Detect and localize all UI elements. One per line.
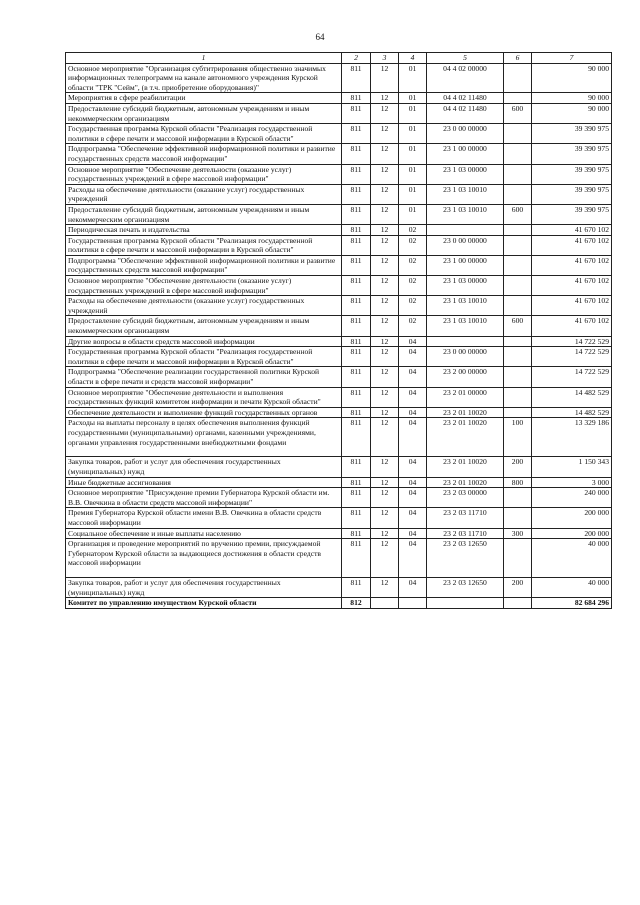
subsection-code-cell: 04: [399, 488, 427, 508]
table-row: [66, 336, 612, 347]
ministry-code-cell: 811: [342, 457, 371, 477]
amount-cell: 200 000: [532, 528, 612, 539]
expense-type-cell: [504, 225, 532, 236]
target-article-cell: 23 1 03 00000: [427, 164, 504, 184]
section-code-cell: 12: [371, 539, 399, 578]
table-row: [66, 488, 612, 508]
target-article-cell: 23 1 03 10010: [427, 204, 504, 224]
table-row: [66, 144, 612, 164]
amount-cell: 90 000: [532, 103, 612, 123]
amount-cell: 41 670 102: [532, 316, 612, 336]
ministry-code-cell: 811: [342, 336, 371, 347]
target-article-cell: 23 0 00 00000: [427, 124, 504, 144]
expense-type-cell: [504, 387, 532, 407]
amount-cell: 40 000: [532, 539, 612, 578]
table-row: [66, 296, 612, 316]
table-row: [66, 93, 612, 104]
target-article-cell: 23 2 01 10020: [427, 418, 504, 457]
amount-cell: 90 000: [532, 63, 612, 93]
row-name-cell: Комитет по управлению имуществом Курской области: [66, 598, 342, 609]
ministry-code-cell: 811: [342, 144, 371, 164]
row-name-cell: Подпрограмма "Обеспечение эффективной информационной политики и развитие государственных средств массовой информации": [66, 144, 342, 164]
column-header: 3: [371, 53, 399, 64]
row-name-cell: Обеспечение деятельности и выполнение функций государственных органов: [66, 407, 342, 418]
subsection-code-cell: 01: [399, 164, 427, 184]
table-row: [66, 255, 612, 275]
subsection-code-cell: 04: [399, 528, 427, 539]
expense-type-cell: 100: [504, 418, 532, 457]
amount-cell: 41 670 102: [532, 235, 612, 255]
section-code-cell: 12: [371, 578, 399, 598]
expense-type-cell: 600: [504, 316, 532, 336]
target-article-cell: 23 1 03 10010: [427, 296, 504, 316]
subsection-code-cell: 04: [399, 418, 427, 457]
section-code-cell: 12: [371, 418, 399, 457]
table-row: [66, 598, 612, 609]
column-header: 4: [399, 53, 427, 64]
table-row: [66, 63, 612, 93]
section-code-cell: [371, 598, 399, 609]
ministry-code-cell: 811: [342, 508, 371, 528]
row-name-cell: Организация и проведение мероприятий по вручению премии, присуждаемой Губернатором Курской области за выдающиеся достижения в области средств массовой информации: [66, 539, 342, 578]
target-article-cell: 23 2 01 00000: [427, 387, 504, 407]
expense-type-cell: [504, 488, 532, 508]
expense-type-cell: [504, 144, 532, 164]
row-name-cell: Предоставление субсидий бюджетным, автономным учреждениям и иным некоммерческим организациям: [66, 204, 342, 224]
amount-cell: 14 722 529: [532, 367, 612, 387]
row-name-cell: Государственная программа Курской области "Реализация государственной политики в сфере печати и массовой информации в Курской области": [66, 235, 342, 255]
table-row: [66, 508, 612, 528]
target-article-cell: 23 2 03 12650: [427, 578, 504, 598]
subsection-code-cell: 01: [399, 124, 427, 144]
ministry-code-cell: 811: [342, 296, 371, 316]
subsection-code-cell: 01: [399, 204, 427, 224]
row-name-cell: Основное мероприятие "Обеспечение деятельности и выполнения государственных функций комитетом информации и печати Курской области": [66, 387, 342, 407]
subsection-code-cell: 01: [399, 93, 427, 104]
table-row: [66, 225, 612, 236]
section-code-cell: 12: [371, 164, 399, 184]
section-code-cell: 12: [371, 477, 399, 488]
section-code-cell: 12: [371, 225, 399, 236]
target-article-cell: 23 2 03 11710: [427, 528, 504, 539]
table-row: [66, 539, 612, 578]
column-header: 6: [504, 53, 532, 64]
row-name-cell: Расходы на выплаты персоналу в целях обеспечения выполнения функций государственными (муниципальными) органами, казенными учреждениями, органами управления государственными внебюджетными фондами: [66, 418, 342, 457]
subsection-code-cell: 01: [399, 184, 427, 204]
amount-cell: 40 000: [532, 578, 612, 598]
subsection-code-cell: 02: [399, 316, 427, 336]
row-name-cell: Премия Губернатора Курской области имени В.В. Овечкина в области средств массовой информации: [66, 508, 342, 528]
row-name-cell: Иные бюджетные ассигнования: [66, 477, 342, 488]
table-row: [66, 184, 612, 204]
row-name-cell: Подпрограмма "Обеспечение эффективной информационной политики и развитие государственных средств массовой информации": [66, 255, 342, 275]
section-code-cell: 12: [371, 457, 399, 477]
amount-cell: 41 670 102: [532, 255, 612, 275]
amount-cell: 39 390 975: [532, 204, 612, 224]
expense-type-cell: [504, 63, 532, 93]
expense-type-cell: [504, 93, 532, 104]
section-code-cell: 12: [371, 387, 399, 407]
ministry-code-cell: 811: [342, 276, 371, 296]
amount-cell: 14 722 529: [532, 336, 612, 347]
table-row: [66, 235, 612, 255]
table-row: [66, 457, 612, 477]
target-article-cell: [427, 336, 504, 347]
subsection-code-cell: 04: [399, 508, 427, 528]
subsection-code-cell: 02: [399, 225, 427, 236]
ministry-code-cell: 811: [342, 184, 371, 204]
table-row: [66, 316, 612, 336]
target-article-cell: 23 0 00 00000: [427, 347, 504, 367]
ministry-code-cell: 811: [342, 347, 371, 367]
section-code-cell: 12: [371, 296, 399, 316]
budget-table: [65, 52, 612, 609]
subsection-code-cell: 02: [399, 255, 427, 275]
amount-cell: 39 390 975: [532, 164, 612, 184]
subsection-code-cell: 02: [399, 276, 427, 296]
column-header: 1: [66, 53, 342, 64]
subsection-code-cell: [399, 598, 427, 609]
subsection-code-cell: 04: [399, 347, 427, 367]
expense-type-cell: 600: [504, 204, 532, 224]
row-name-cell: Расходы на обеспечение деятельности (оказание услуг) государственных учреждений: [66, 296, 342, 316]
target-article-cell: 04 4 02 00000: [427, 63, 504, 93]
column-header: 5: [427, 53, 504, 64]
table-row: [66, 103, 612, 123]
row-name-cell: Основное мероприятие "Организация субтитрирования общественно значимых информационных телепрограмм на канале автономного учреждения Курской области "ТРК "Сейм", (в т.ч. приобретение оборудования)": [66, 63, 342, 93]
row-name-cell: Основное мероприятие "Присуждение премии Губернатора Курской области им. В.В. Овечкина в области средств массовой информации": [66, 488, 342, 508]
amount-cell: 3 000: [532, 477, 612, 488]
expense-type-cell: [504, 124, 532, 144]
amount-cell: 240 000: [532, 488, 612, 508]
table-row: [66, 164, 612, 184]
section-code-cell: 12: [371, 93, 399, 104]
row-name-cell: Предоставление субсидий бюджетным, автономным учреждениям и иным некоммерческим организациям: [66, 103, 342, 123]
page-number: 64: [315, 32, 325, 42]
target-article-cell: 23 2 03 11710: [427, 508, 504, 528]
section-code-cell: 12: [371, 235, 399, 255]
target-article-cell: 23 1 03 10010: [427, 184, 504, 204]
expense-type-cell: [504, 407, 532, 418]
row-name-cell: Закупка товаров, работ и услуг для обеспечения государственных (муниципальных) нужд: [66, 457, 342, 477]
table-row: [66, 578, 612, 598]
target-article-cell: [427, 225, 504, 236]
ministry-code-cell: 811: [342, 488, 371, 508]
ministry-code-cell: 811: [342, 418, 371, 457]
ministry-code-cell: 811: [342, 367, 371, 387]
subsection-code-cell: 04: [399, 457, 427, 477]
expense-type-cell: 200: [504, 457, 532, 477]
section-code-cell: 12: [371, 347, 399, 367]
section-code-cell: 12: [371, 528, 399, 539]
subsection-code-cell: 04: [399, 336, 427, 347]
column-header: 2: [342, 53, 371, 64]
ministry-code-cell: 811: [342, 387, 371, 407]
header-row: [66, 53, 612, 64]
amount-cell: 39 390 975: [532, 144, 612, 164]
target-article-cell: 23 2 01 10020: [427, 477, 504, 488]
target-article-cell: 23 2 00 00000: [427, 367, 504, 387]
section-code-cell: 12: [371, 144, 399, 164]
target-article-cell: 23 1 03 00000: [427, 276, 504, 296]
expense-type-cell: [504, 367, 532, 387]
ministry-code-cell: 811: [342, 235, 371, 255]
expense-type-cell: [504, 296, 532, 316]
expense-type-cell: 600: [504, 103, 532, 123]
target-article-cell: 23 2 01 10020: [427, 457, 504, 477]
ministry-code-cell: 811: [342, 255, 371, 275]
target-article-cell: [427, 598, 504, 609]
table-row: [66, 387, 612, 407]
amount-cell: 14 482 529: [532, 387, 612, 407]
subsection-code-cell: 04: [399, 367, 427, 387]
expense-type-cell: 300: [504, 528, 532, 539]
table-row: [66, 367, 612, 387]
target-article-cell: 23 2 01 10020: [427, 407, 504, 418]
target-article-cell: 23 1 00 00000: [427, 255, 504, 275]
subsection-code-cell: 01: [399, 103, 427, 123]
row-name-cell: Закупка товаров, работ и услуг для обеспечения государственных (муниципальных) нужд: [66, 578, 342, 598]
amount-cell: 41 670 102: [532, 225, 612, 236]
section-code-cell: 12: [371, 488, 399, 508]
ministry-code-cell: 811: [342, 578, 371, 598]
ministry-code-cell: 811: [342, 124, 371, 144]
amount-cell: 90 000: [532, 93, 612, 104]
section-code-cell: 12: [371, 367, 399, 387]
target-article-cell: 04 4 02 11480: [427, 93, 504, 104]
expense-type-cell: [504, 336, 532, 347]
ministry-code-cell: 811: [342, 63, 371, 93]
ministry-code-cell: 812: [342, 598, 371, 609]
section-code-cell: 12: [371, 316, 399, 336]
table-row: [66, 124, 612, 144]
ministry-code-cell: 811: [342, 225, 371, 236]
target-article-cell: 23 1 03 10010: [427, 316, 504, 336]
ministry-code-cell: 811: [342, 407, 371, 418]
target-article-cell: 04 4 02 11480: [427, 103, 504, 123]
section-code-cell: 12: [371, 276, 399, 296]
ministry-code-cell: 811: [342, 477, 371, 488]
subsection-code-cell: 04: [399, 407, 427, 418]
section-code-cell: 12: [371, 63, 399, 93]
table-row: [66, 204, 612, 224]
expense-type-cell: 200: [504, 578, 532, 598]
section-code-cell: 12: [371, 184, 399, 204]
amount-cell: 14 722 529: [532, 347, 612, 367]
amount-cell: 39 390 975: [532, 184, 612, 204]
expense-type-cell: [504, 255, 532, 275]
table-row: [66, 418, 612, 457]
ministry-code-cell: 811: [342, 164, 371, 184]
row-name-cell: Подпрограмма "Обеспечение реализации государственной политики Курской области в сфере печати и средств массовой информации": [66, 367, 342, 387]
ministry-code-cell: 811: [342, 93, 371, 104]
table-body: [66, 63, 612, 608]
expense-type-cell: [504, 184, 532, 204]
table-row: [66, 276, 612, 296]
row-name-cell: Государственная программа Курской области "Реализация государственной политики в сфере печати и массовой информации в Курской области": [66, 124, 342, 144]
subsection-code-cell: 04: [399, 477, 427, 488]
amount-cell: 41 670 102: [532, 296, 612, 316]
row-name-cell: Периодическая печать и издательства: [66, 225, 342, 236]
row-name-cell: Предоставление субсидий бюджетным, автономным учреждениям и иным некоммерческим организациям: [66, 316, 342, 336]
ministry-code-cell: 811: [342, 528, 371, 539]
subsection-code-cell: 02: [399, 235, 427, 255]
expense-type-cell: [504, 164, 532, 184]
expense-type-cell: [504, 235, 532, 255]
subsection-code-cell: 01: [399, 63, 427, 93]
amount-cell: 41 670 102: [532, 276, 612, 296]
table-row: [66, 347, 612, 367]
section-code-cell: 12: [371, 508, 399, 528]
subsection-code-cell: 02: [399, 296, 427, 316]
section-code-cell: 12: [371, 204, 399, 224]
section-code-cell: 12: [371, 407, 399, 418]
expense-type-cell: [504, 276, 532, 296]
table-row: [66, 477, 612, 488]
expense-type-cell: [504, 539, 532, 578]
amount-cell: 1 150 343: [532, 457, 612, 477]
expense-type-cell: [504, 347, 532, 367]
amount-cell: 39 390 975: [532, 124, 612, 144]
expense-type-cell: 800: [504, 477, 532, 488]
target-article-cell: 23 2 03 00000: [427, 488, 504, 508]
expense-type-cell: [504, 508, 532, 528]
target-article-cell: 23 0 00 00000: [427, 235, 504, 255]
amount-cell: 14 482 529: [532, 407, 612, 418]
row-name-cell: Расходы на обеспечение деятельности (оказание услуг) государственных учреждений: [66, 184, 342, 204]
subsection-code-cell: 04: [399, 387, 427, 407]
expense-type-cell: [504, 598, 532, 609]
column-header: 7: [532, 53, 612, 64]
ministry-code-cell: 811: [342, 316, 371, 336]
amount-cell: 13 329 186: [532, 418, 612, 457]
row-name-cell: Мероприятия в сфере реабилитации: [66, 93, 342, 104]
row-name-cell: Государственная программа Курской области "Реализация государственной политики в сфере печати и массовой информации в Курской области": [66, 347, 342, 367]
row-name-cell: Основное мероприятие "Обеспечение деятельности (оказание услуг) государственных учреждений в сфере массовой информации": [66, 276, 342, 296]
row-name-cell: Основное мероприятие "Обеспечение деятельности (оказание услуг) государственных учреждений в сфере массовой информации": [66, 164, 342, 184]
subsection-code-cell: 04: [399, 578, 427, 598]
table-row: [66, 407, 612, 418]
amount-cell: 82 684 296: [532, 598, 612, 609]
target-article-cell: 23 2 03 12650: [427, 539, 504, 578]
section-code-cell: 12: [371, 103, 399, 123]
section-code-cell: 12: [371, 124, 399, 144]
subsection-code-cell: 04: [399, 539, 427, 578]
row-name-cell: Другие вопросы в области средств массовой информации: [66, 336, 342, 347]
target-article-cell: 23 1 00 00000: [427, 144, 504, 164]
ministry-code-cell: 811: [342, 204, 371, 224]
ministry-code-cell: 811: [342, 539, 371, 578]
row-name-cell: Социальное обеспечение и иные выплаты населению: [66, 528, 342, 539]
section-code-cell: 12: [371, 336, 399, 347]
section-code-cell: 12: [371, 255, 399, 275]
subsection-code-cell: 01: [399, 144, 427, 164]
ministry-code-cell: 811: [342, 103, 371, 123]
table-row: [66, 528, 612, 539]
amount-cell: 200 000: [532, 508, 612, 528]
